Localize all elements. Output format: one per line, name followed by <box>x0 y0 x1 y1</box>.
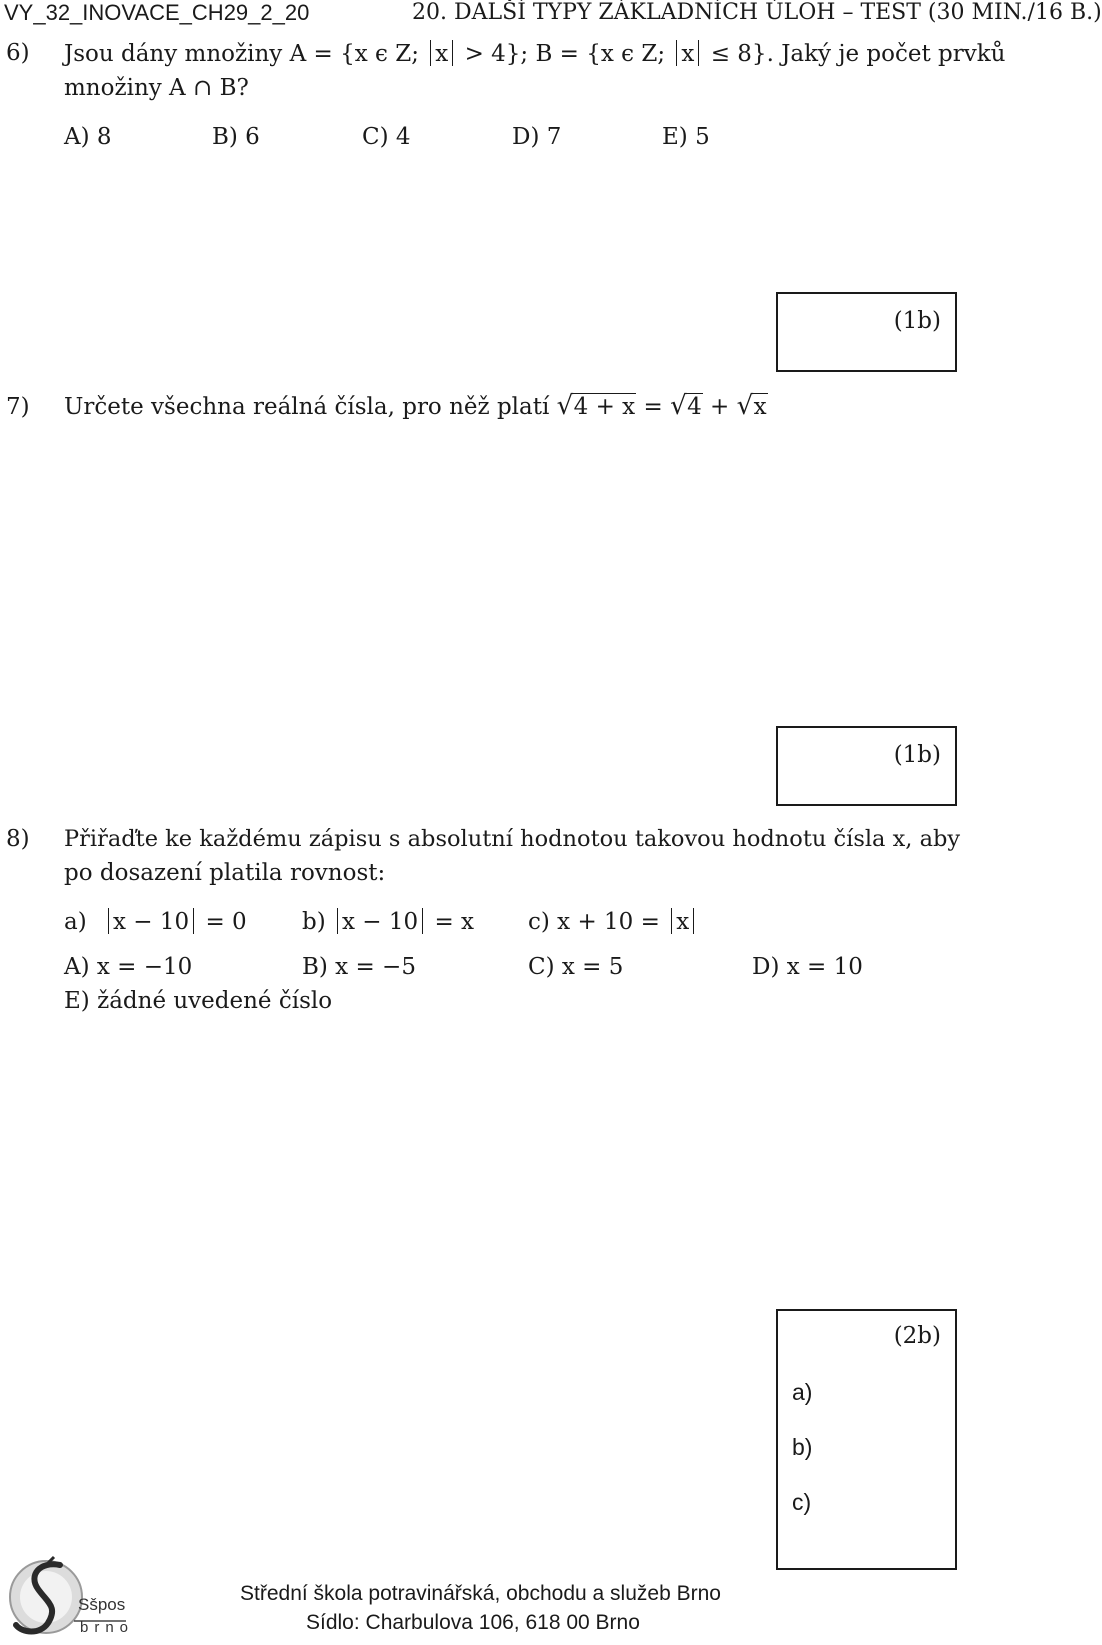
q6-option-a: A) 8 <box>64 124 112 150</box>
q8-eq-a-inner: x − 10 <box>113 909 190 935</box>
q8-eq-a-label: a) <box>64 909 87 935</box>
abs-bar <box>698 40 699 66</box>
q8-option-b: B) x = −5 <box>302 954 416 980</box>
q6-option-c: C) 4 <box>362 124 411 150</box>
abs-bar <box>108 908 109 934</box>
q8-answer-label-b: b) <box>792 1434 813 1460</box>
q6-text-part2: > 4}; B = {x ϵ Z; <box>464 41 666 67</box>
q6-abs-a: x <box>435 41 449 67</box>
q6-option-e: E) 5 <box>662 124 710 150</box>
q7-eq-r2: x <box>753 394 767 420</box>
q6-abs-b: x <box>681 41 695 67</box>
q7-text-label: Určete všechna reálná čísla, pro něž platí <box>64 394 550 420</box>
q8-eq-b <box>302 908 474 935</box>
sqrt-expression <box>670 391 703 421</box>
q8-eq-c <box>528 908 698 935</box>
abs-bar <box>693 908 694 934</box>
q8-answer-label-c: c) <box>792 1489 812 1515</box>
q7-answer-box[interactable] <box>776 726 957 806</box>
q6-text-part3: ≤ 8}. Jaký je počet prvků <box>710 41 1006 67</box>
q7-number: 7) <box>6 394 30 420</box>
q8-eq-a <box>64 908 247 935</box>
test-title: 20. DALŠÍ TYPY ZÁKLADNÍCH ÚLOH – TEST (30 MIN./16 B.) <box>412 0 1102 25</box>
q8-eq-b-inner: x − 10 <box>342 909 419 935</box>
q6-points: (1b) <box>893 308 941 334</box>
logo-text-bottom: brno <box>80 1619 135 1636</box>
q7-points: (1b) <box>893 742 941 768</box>
q8-points: (2b) <box>893 1323 941 1349</box>
q8-option-a: A) x = −10 <box>64 954 193 980</box>
sqrt-icon: √ <box>736 391 754 421</box>
abs-bar <box>676 40 677 66</box>
q8-eq-b-rhs: = x <box>434 909 475 935</box>
q7-eq-plus: + <box>710 394 730 420</box>
abs-bar <box>452 40 453 66</box>
sqrt-expression <box>556 391 637 421</box>
doc-code: VY_32_INOVACE_CH29_2_20 <box>4 0 310 25</box>
q6-text-line2: množiny A ∩ B? <box>64 75 249 101</box>
q8-number: 8) <box>6 826 30 852</box>
abs-bar <box>337 908 338 934</box>
sqrt-expression <box>736 391 768 421</box>
q6-text-part1: Jsou dány množiny A = {x ϵ Z; <box>64 41 419 67</box>
sqrt-icon: √ <box>670 391 687 421</box>
q8-text-line2: po dosazení platila rovnost: <box>64 860 386 886</box>
sqrt-icon: √ <box>556 391 574 421</box>
footer-address: Sídlo: Charbulova 106, 618 00 Brno <box>306 1611 640 1634</box>
q8-option-e: E) žádné uvedené číslo <box>64 988 333 1014</box>
q7-eq-left: 4 + x <box>573 394 636 420</box>
q7-eq-mid: = <box>643 394 663 420</box>
q6-text-line1 <box>64 40 1006 67</box>
q7-eq-r1: 4 <box>687 394 702 420</box>
q6-answer-box[interactable] <box>776 292 957 372</box>
abs-bar <box>430 40 431 66</box>
abs-bar <box>422 908 423 934</box>
q6-option-d: D) 7 <box>512 124 562 150</box>
q8-eq-a-rhs: = 0 <box>205 909 247 935</box>
q6-number: 6) <box>6 40 30 66</box>
q7-text <box>64 391 768 421</box>
q8-eq-c-lhs: c) x + 10 = <box>528 909 660 935</box>
q6-option-b: B) 6 <box>212 124 260 150</box>
q8-eq-c-abs: x <box>676 909 690 935</box>
q8-answer-label-a: a) <box>792 1379 813 1405</box>
school-logo <box>8 1555 135 1639</box>
q8-option-d: D) x = 10 <box>752 954 863 980</box>
q8-eq-b-label: b) <box>302 909 326 935</box>
abs-bar <box>671 908 672 934</box>
q8-option-c: C) x = 5 <box>528 954 624 980</box>
q8-text-line1: Přiřaďte ke každému zápisu s absolutní hodnotou takovou hodnotu čísla x, aby <box>64 826 961 852</box>
q8-answer-box[interactable] <box>776 1309 957 1570</box>
logo-text-top: Sšpos <box>78 1595 126 1614</box>
abs-bar <box>193 908 194 934</box>
footer-school: Střední škola potravinářská, obchodu a služeb Brno <box>240 1582 721 1605</box>
